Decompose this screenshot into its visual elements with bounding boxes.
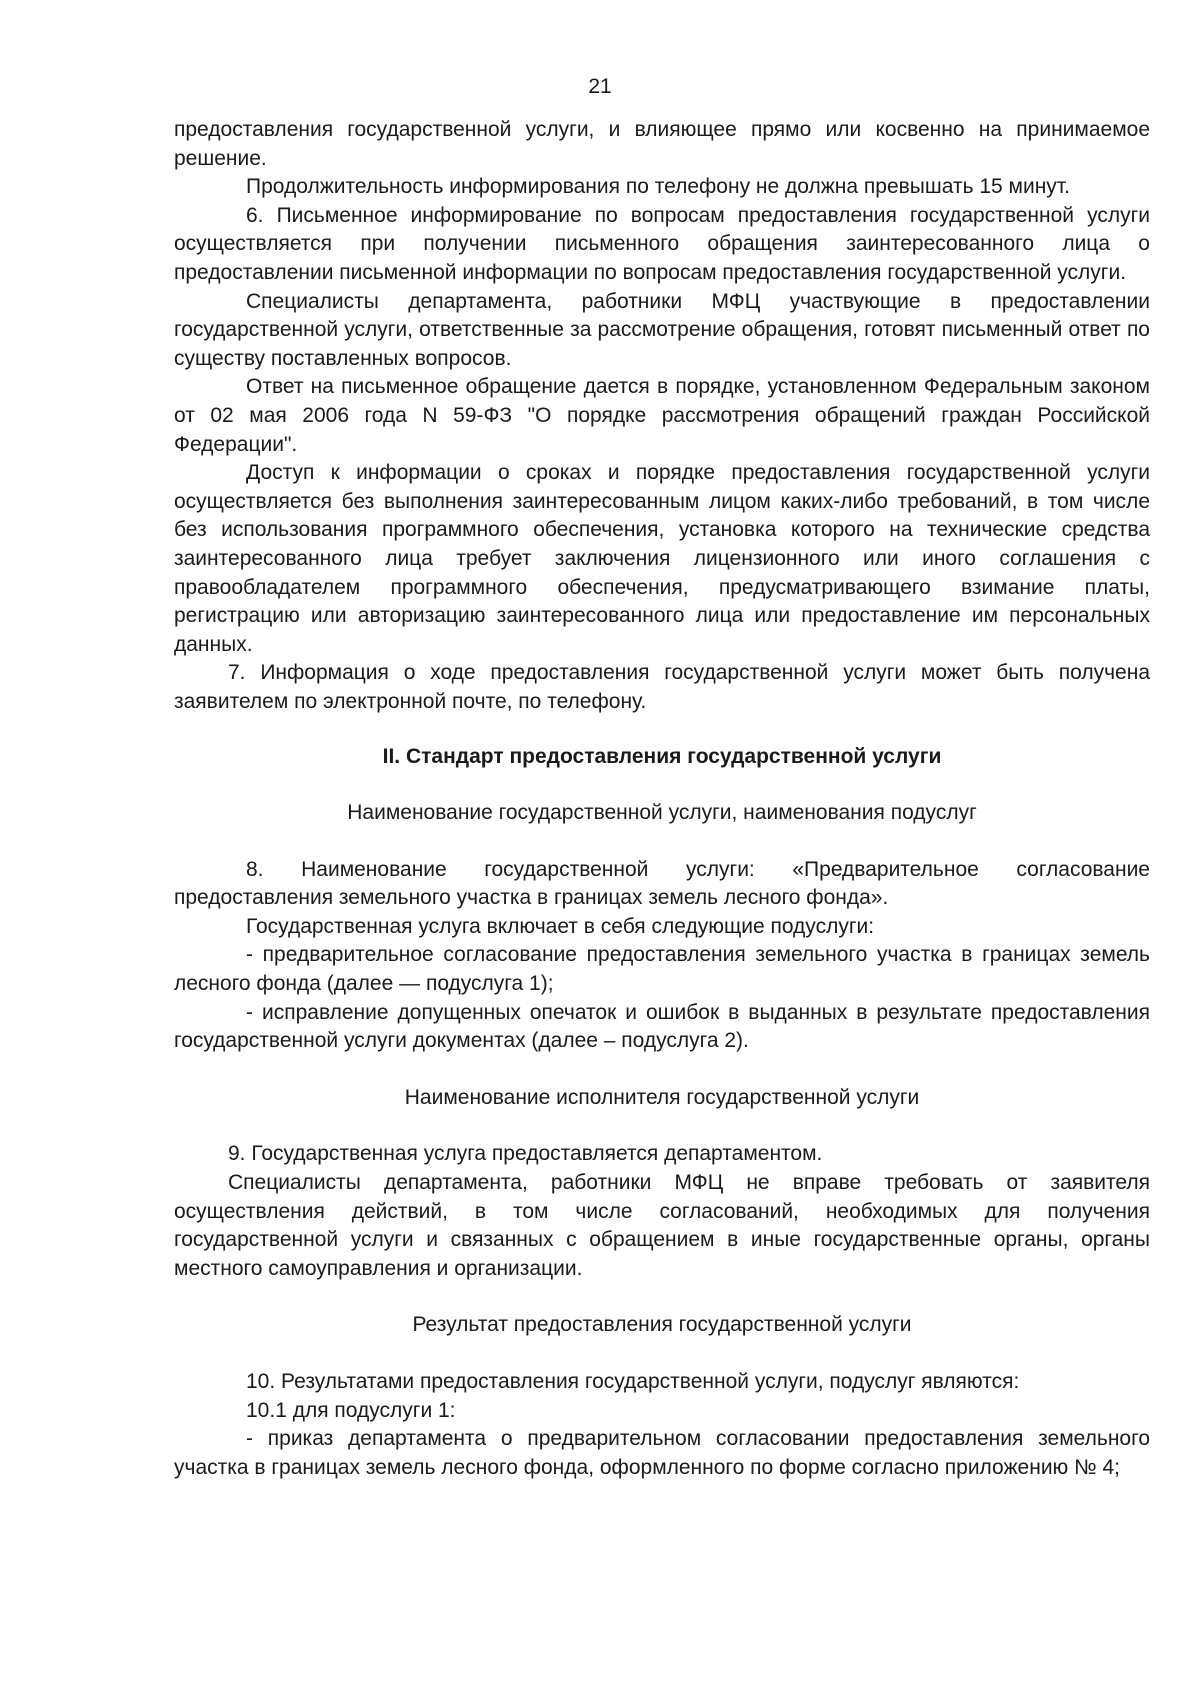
list-item: - предварительное согласование предоставления земельного участка в границах земель лесного фонда (далее — подуслуга 1); bbox=[174, 943, 1150, 996]
subsection-heading: Наименование государственной услуги, наименования подуслуг bbox=[347, 801, 977, 825]
paragraph: Специалисты департамента, работники МФЦ участвующие в предоставлении государственной услуги, ответственные за рассмотрение обращения, готовят письменный ответ по существу поставленных вопросов. bbox=[174, 289, 1150, 370]
subsection-heading: Результат предоставления государственной услуги bbox=[412, 1313, 912, 1337]
paragraph: Специалисты департамента, работники МФЦ не вправе требовать от заявителя осуществления действий, в том числе согласований, необходимых для получения государственной услуги и связанных с обращением в иные государственные органы, органы местного самоуправления и организации. bbox=[174, 1171, 1150, 1280]
paragraph: 6. Письменное информирование по вопросам предоставления государственной услуги осуществляется при получении письменного обращения заинтересованного лица о предоставлении письменной информации по вопросам предоставления государственной услуги. bbox=[174, 203, 1150, 284]
paragraph: Продолжительность информирования по телефону не должна превышать 15 минут. bbox=[246, 175, 1070, 199]
page-number: 21 bbox=[588, 75, 612, 98]
paragraph: Доступ к информации о сроках и порядке предоставления государственной услуги осуществляется без выполнения заинтересованным лицом каких-либо требований, в том числе без использования программного обеспечения, установка которого на технические средства заинтересованного лица требует заключения лицензионного или иного соглашения с правообладателем программного обеспечения, предусматривающего взимание платы, регистрацию или авторизацию заинтересованного лица или предоставление им персональных данных. bbox=[174, 461, 1150, 656]
paragraph: 9. Государственная услуга предоставляется департаментом. bbox=[228, 1142, 823, 1166]
paragraph: 10.1 для подуслуги 1: bbox=[246, 1398, 456, 1422]
paragraph: предоставления государственной услуги, и влияющее прямо или косвенно на принимаемое решение. bbox=[174, 118, 1150, 170]
paragraph: Государственная услуга включает в себя следующие подуслуги: bbox=[246, 914, 875, 938]
list-item: - исправление допущенных опечаток и ошибок в выданных в результате предоставления государственной услуги документах (далее – подуслуга 2). bbox=[174, 1000, 1150, 1053]
paragraph: 7. Информация о ходе предоставления государственной услуги может быть получена заявителем по электронной почте, по телефону. bbox=[174, 661, 1150, 713]
paragraph: 10. Результатами предоставления государственной услуги, подуслуг являются: bbox=[246, 1369, 1020, 1393]
section-title: II. Стандарт предоставления государственной услуги bbox=[382, 745, 942, 769]
subsection-heading: Наименование исполнителя государственной услуги bbox=[404, 1085, 920, 1109]
list-item: - приказ департамента о предварительном согласовании предоставления земельного участка в границах земель лесного фонда, оформленного по форме согласно приложению № 4; bbox=[174, 1427, 1150, 1479]
document-body bbox=[174, 116, 1150, 1482]
paragraph: Ответ на письменное обращение дается в порядке, установленном Федеральным законом от 02 мая 2006 года N 59-ФЗ "О порядке рассмотрения обращений граждан Российской Федерации". bbox=[174, 375, 1150, 456]
paragraph: 8. Наименование государственной услуги: «Предварительное согласование предоставления земельного участка в границах земель лесного фонда». bbox=[174, 857, 1150, 910]
